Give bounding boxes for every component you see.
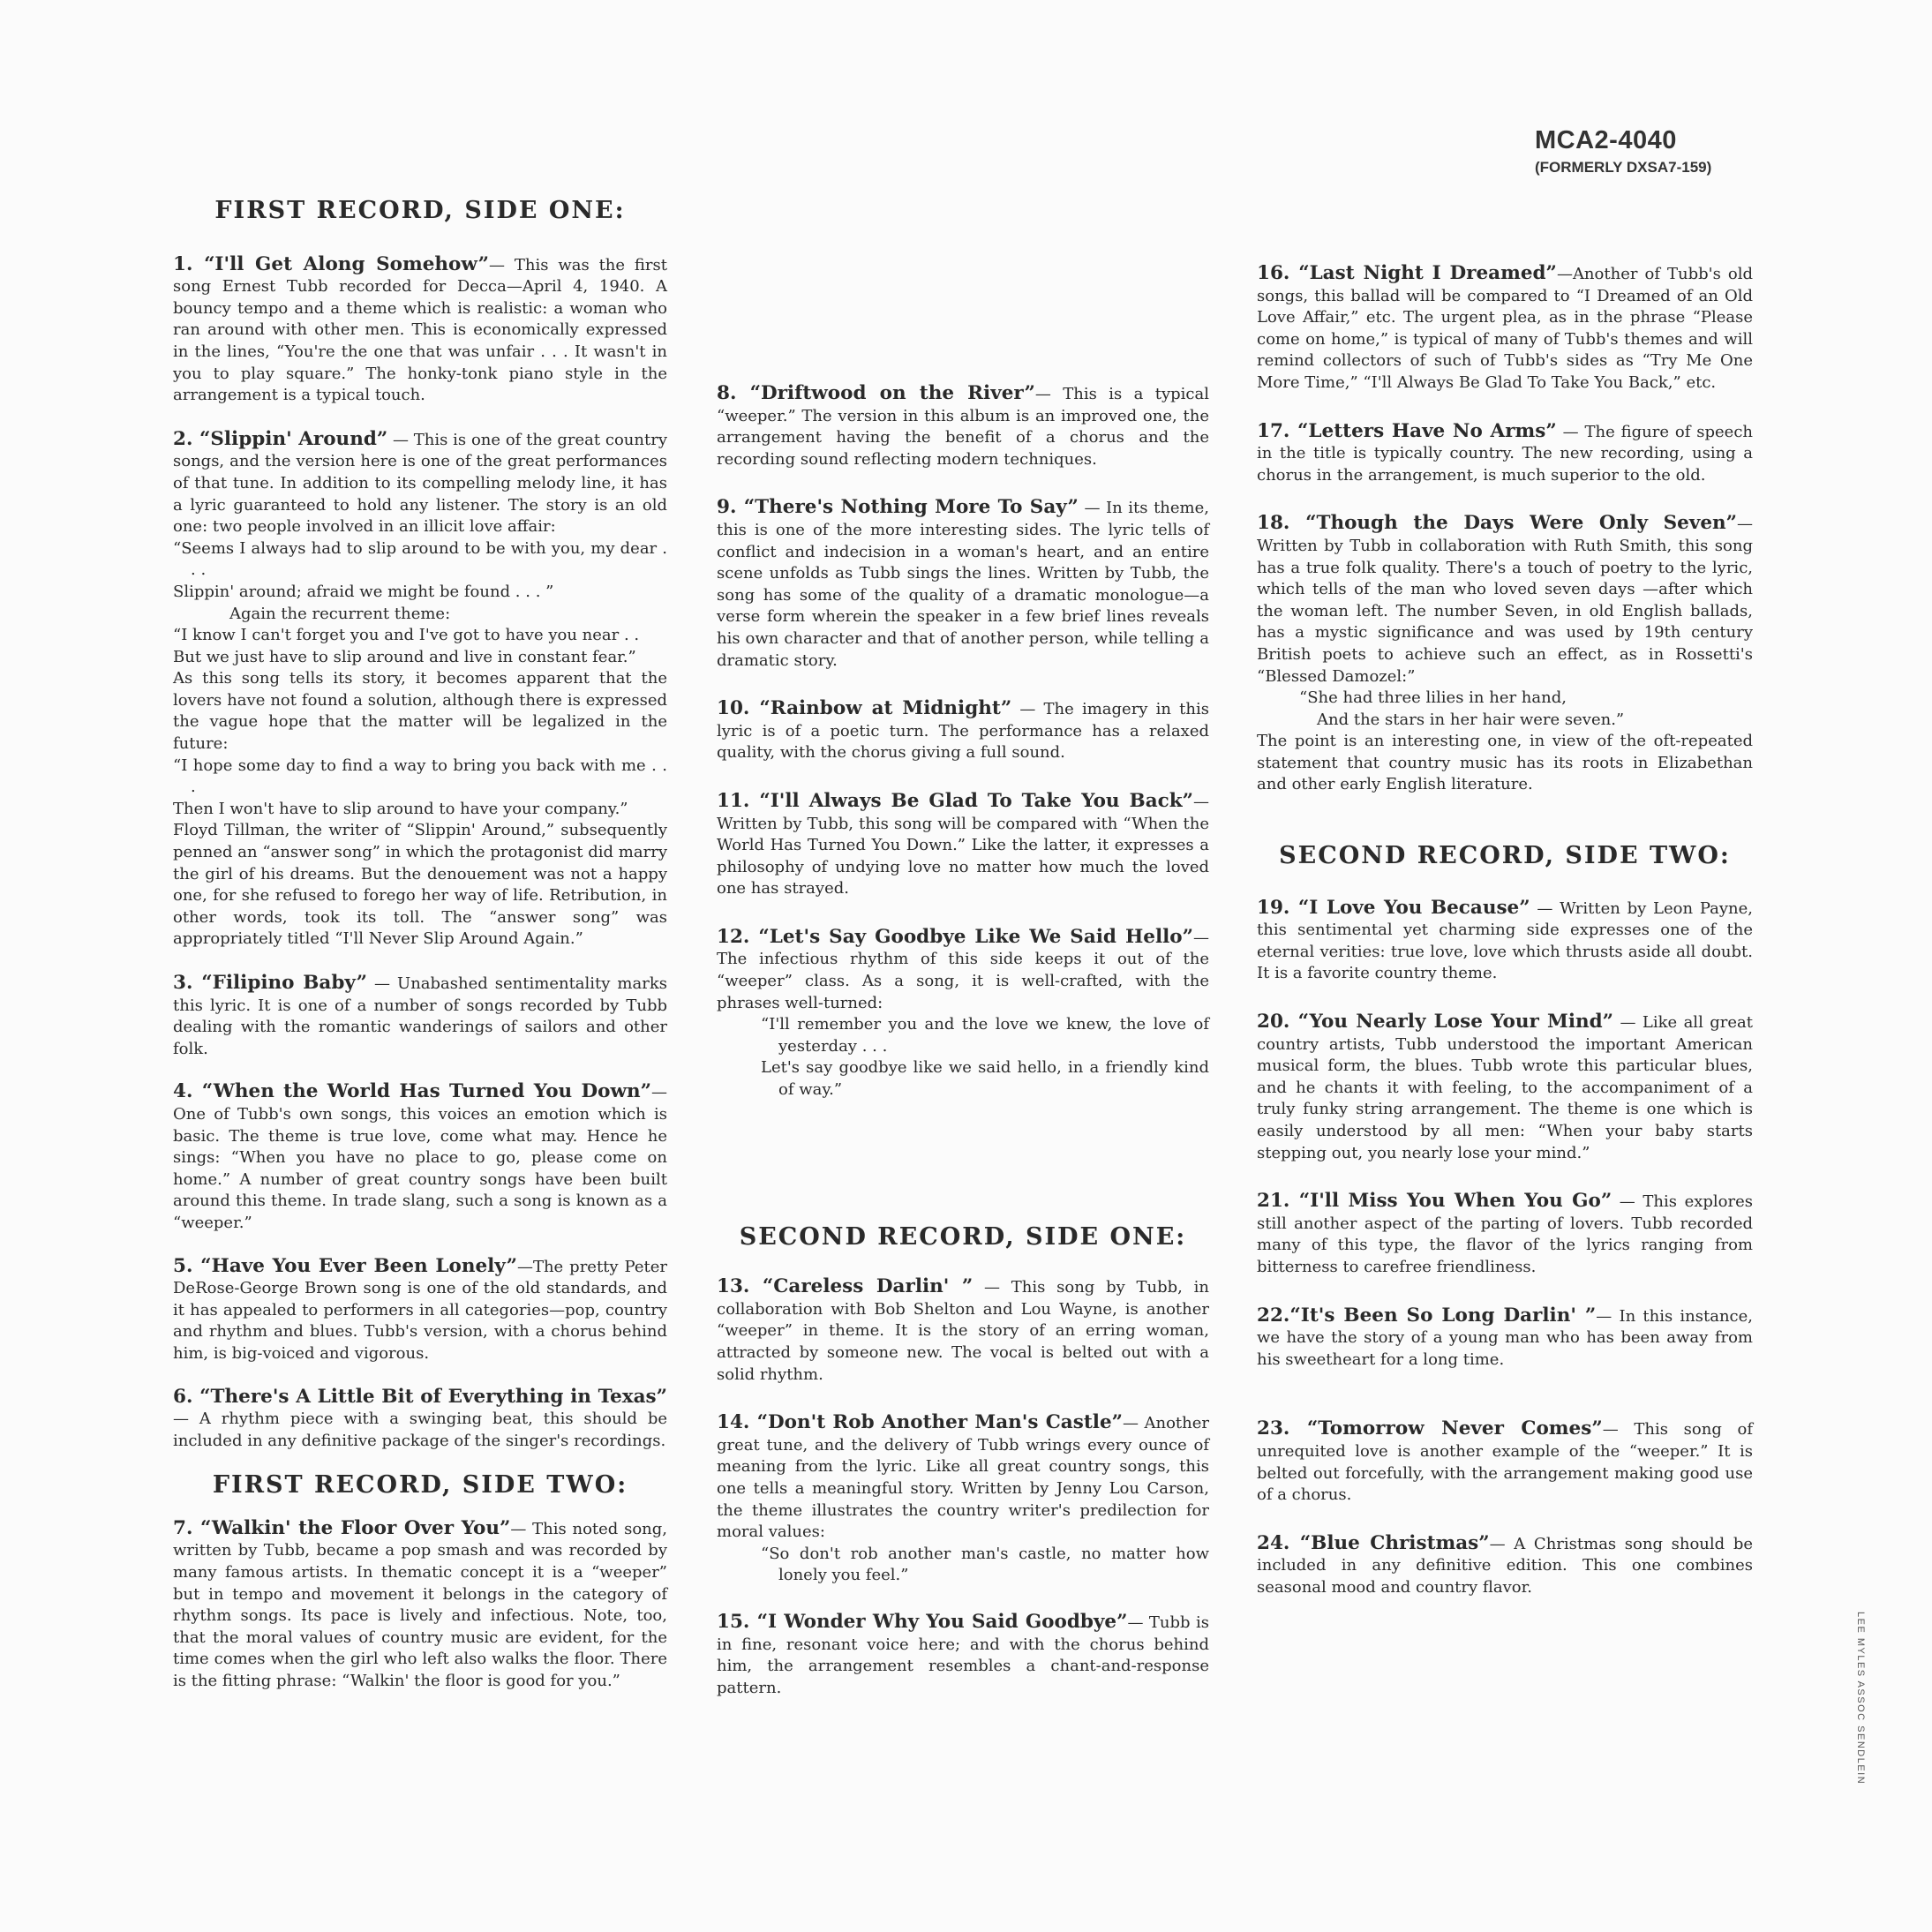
track-12-title: 12. “Let's Say Goodbye Like We Said Hello” [717, 925, 1193, 948]
track-15-title: 15. “I Wonder Why You Said Goodbye” [717, 1610, 1128, 1633]
track-12 [717, 927, 1209, 1101]
track-17-body: — The figure of speech in the title is typically country. The new recording, using a chorus in the arrangement, is much superior to the old. [1257, 422, 1753, 485]
track-17 [1257, 421, 1753, 487]
track-19-body: — Written by Leon Payne, this sentimental yet charming side expresses one of the eternal verities: true love, love which thrusts aside all doubt. It is a favorite country theme. [1257, 898, 1753, 983]
track-1 [173, 254, 667, 407]
track-5-body: —The pretty Peter DeRose-George Brown song is one of the old standards, and it has appealed to performers in all categories—pop, country and rhythm and blues. Tubb's version, with a chorus behind him, is big-voiced and vigorous. [173, 1257, 667, 1363]
track-18-body: —Written by Tubb in collaboration with Ruth Smith, this song has a true folk quality. There's a touch of poetry to the lyric, which tells of the man who loved seven days —after which the woman left. The number Seven, in old English ballads, has a mystic significance and was used by 19th century British poets to achieve such an effect, as in Rossetti's “Blessed Damozel:” [1257, 515, 1753, 686]
track-7-continuation-space [717, 199, 1209, 383]
track-22-title: 22.“It's Been So Long Darlin' ” [1257, 1304, 1597, 1327]
track-1-body: — This was the first song Ernest Tubb recorded for Decca—April 4, 1940. A bouncy tempo and a theme which is realistic: a woman who ran around with other men. This is economically expressed in the lines, “You're the one that was unfair . . . It wasn't in you to play square.” The honky-tonk piano style in the arrangement is a typical touch. [173, 255, 667, 405]
track-7-body: — This noted song, written by Tubb, became a pop smash and was recorded by many famous artists. In thematic concept it is a “weeper” but in tempo and movement it belongs in the category of rhythm songs. Its pace is lively and infectious. Note, too, that the moral values of country music are evident, for the time comes when the girl who left also walks the floor. There is the fitting phrase: “Walkin' the floor is good for you.” [173, 1519, 667, 1691]
track-2-lyric-2: Slippin' around; afraid we might be found . . . ” [173, 582, 554, 601]
track-20 [1257, 1011, 1753, 1164]
track-5-title: 5. “Have You Ever Been Lonely” [173, 1254, 517, 1277]
track-6 [173, 1387, 667, 1453]
track-1-title: 1. “I'll Get Along Somehow” [173, 252, 490, 275]
track-5 [173, 1256, 667, 1365]
track-12-lyric-2: Let's say goodbye like we said hello, in a friendly kind of way.” [761, 1058, 1209, 1100]
track-12-lyric-1: “I'll remember you and the love we knew, the love of yesterday . . . [761, 1015, 1209, 1056]
track-8b-body: — This is a typical “weeper.” The version in this album is an improved one, the arrangement having the benefit of a chorus and the recording sound reflecting modern techniques. [717, 385, 1209, 469]
track-15-continuation-space [1257, 199, 1753, 244]
track-2-para-2: As this song tells its story, it becomes apparent that the lovers have not found a solution, although there is expressed the vague hope that the matter will be legalized in the future: [173, 669, 667, 754]
track-7-title: 7. “Walkin' the Floor Over You” [173, 1516, 511, 1539]
track-12-body: — The infectious rhythm of this side keeps it out of the “weeper” class. As a song, it is well-crafted, with the phrases well-turned: [717, 928, 1209, 1012]
track-2-lyric-5: “I hope some day to find a way to bring you back with me . . . [173, 756, 667, 797]
track-21 [1257, 1191, 1753, 1278]
track-8b [717, 383, 1209, 470]
former-catalog-number: (FORMERLY DXSA7-159) [1535, 159, 1712, 176]
track-22-body: — In this instance, we have the story of a young man who has been away from his sweetheart for a long time. [1257, 1306, 1754, 1369]
credit-line: LEE MYLES ASSOC SENDLEIN [1855, 1612, 1866, 1785]
track-6-body: — A rhythm piece with a swinging beat, this should be included in any definitive package of the singer's recordings. [173, 1410, 667, 1450]
track-13-body: — This song by Tubb, in collaboration with Bob Shelton and Lou Wayne, is another “weeper” in theme. It is the story of an erring woman, attracted by someone new. The vocal is belted out with a solid rhythm. [717, 1278, 1209, 1384]
track-21-title: 21. “I'll Miss You When You Go” [1257, 1190, 1613, 1213]
track-18-lyric-2: And the stars in her hair were seven.” [1317, 710, 1625, 729]
track-2-para-3: Floyd Tillman, the writer of “Slippin' Around,” subsequently penned an “answer song” in which the protagonist did marry the girl of his dreams. But the denouement was not a happy one, for she refused to forego her way of life. Retribution, in other words, took its toll. The “answer song” was appropriately titled “I'll Never Slip Around Again.” [173, 821, 667, 949]
track-11-body: — Written by Tubb, this song will be compared with “When the World Has Turned You Down.” Like the latter, it expresses a philosophy of undying love no matter how much the loved one has strayed. [717, 792, 1209, 898]
track-19 [1257, 898, 1753, 985]
track-20-body: — Like all great country artists, Tubb understood the important American musical form, the blues. Tubb wrote this particular blues, and he chants it with feeling, to the accompaniment of a truly funky string arrangement. The theme is one which is easily understood by all men: “When your baby starts stepping out, you nearly lose your mind.” [1257, 1013, 1753, 1162]
track-24 [1257, 1533, 1753, 1599]
track-24-body: — A Christmas song should be included in any definitive edition. This one combines seasonal mood and country flavor. [1257, 1534, 1753, 1597]
track-10 [717, 698, 1209, 764]
track-15-body: — Tubb is in fine, resonant voice here; and with the chorus behind him, the arrangement resembles a chant-and-response pattern. [717, 1613, 1209, 1697]
track-9-body: — In its theme, this is one of the more interesting sides. The lyric tells of conflict and indecision in a woman's heart, and an entire scene unfolds as Tubb sings the lines. Written by Tubb, the song has some of the quality of a dramatic monologue—a verse form wherein the speaker in a few brief lines reveals his own character and that of another person, while telling a dramatic story. [717, 499, 1209, 670]
track-13 [717, 1276, 1209, 1386]
column-1 [173, 199, 667, 1693]
heading-second-record-side-two: SECOND RECORD, SIDE TWO: [1279, 842, 1731, 870]
catalog-number: MCA2-4040 [1535, 126, 1677, 154]
column-3 [1257, 199, 1753, 1599]
track-22 [1257, 1305, 1753, 1372]
track-2-lyric-3: “I know I can't forget you and I've got to have you near . . [173, 626, 640, 645]
track-9-title: 9. “There's Nothing More To Say” [717, 496, 1079, 519]
track-6-title: 6. “There's A Little Bit of Everything in Texas” [173, 1385, 667, 1408]
track-3 [173, 973, 667, 1060]
track-14-lyric-1: “So don't rob another man's castle, no matter how lonely you feel.” [761, 1544, 1209, 1585]
track-17-title: 17. “Letters Have No Arms” [1257, 419, 1557, 442]
track-18-title: 18. “Though the Days Were Only Seven” [1257, 512, 1737, 535]
track-8b-title: 8. “Driftwood on the River” [717, 382, 1035, 404]
track-16-body: —Another of Tubb's old songs, this ballad will be compared to “I Dreamed of an Old Love Affair,” etc. The urgent plea, as in the phrase “Please come on home,” is typical of many of Tubb's themes and will remind collectors of such of Tubb's sides as “Try Me One More Time,” “I'll Always Be Glad To Take You Back,” etc. [1257, 265, 1753, 392]
track-16-title: 16. “Last Night I Dreamed” [1257, 262, 1557, 284]
track-9 [717, 497, 1209, 672]
column-2-top [717, 199, 1209, 1699]
track-14-title: 14. “Don't Rob Another Man's Castle” [717, 1411, 1123, 1434]
track-23-body: — This song of unrequited love is another example of the “weeper.” It is belted out forcefully, with the arrangement making good use of a chorus. [1257, 1420, 1754, 1505]
track-23-title: 23. “Tomorrow Never Comes” [1257, 1417, 1603, 1440]
track-15 [717, 1612, 1209, 1699]
track-2-lyric-6: Then I won't have to slip around to have your company.” [173, 799, 628, 818]
heading-second-record-side-one: SECOND RECORD, SIDE ONE: [739, 1222, 1187, 1251]
track-23 [1257, 1418, 1753, 1506]
track-2-title: 2. “Slippin' Around” [173, 427, 388, 450]
track-10-body: — The imagery in this lyric is of a poetic turn. The performance has a relaxed quality, with the chorus giving a full sound. [717, 700, 1209, 763]
track-2-lyric-4: But we just have to slip around and live in constant fear.” [173, 647, 636, 666]
track-4-body: —One of Tubb's own songs, this voices an emotion which is basic. The theme is true love, come what may. Hence he sings: “When you have no place to go, please come on home.” A number of great country songs have been built around this theme. In trade slang, such a song is known as a “weeper.” [173, 1083, 667, 1232]
track-21-body: — This explores still another aspect of the parting of lovers. Tubb recorded many of this type, the flavor of the lyrics ranging from bitterness to carefree friendliness. [1257, 1192, 1754, 1276]
track-4 [173, 1081, 667, 1234]
track-18-lyric-1: “She had three lilies in her hand, [1299, 688, 1567, 708]
track-14 [717, 1412, 1209, 1587]
track-11-title: 11. “I'll Always Be Glad To Take You Back” [717, 789, 1193, 812]
track-19-title: 19. “I Love You Because” [1257, 896, 1530, 919]
track-2-note-1: Again the recurrent theme: [229, 604, 451, 623]
heading-first-record-side-one: FIRST RECORD, SIDE ONE: [214, 197, 626, 224]
track-18-para-2: The point is an interesting one, in view of the oft-repeated statement that country music has its roots in Elizabethan and other early English literature. [1257, 732, 1753, 794]
heading-first-record-side-two: FIRST RECORD, SIDE TWO: [212, 1471, 628, 1500]
track-24-title: 24. “Blue Christmas” [1257, 1531, 1490, 1554]
track-7 [173, 1518, 667, 1693]
track-20-title: 20. “You Nearly Lose Your Mind” [1257, 1011, 1614, 1034]
track-14-body: — Another great tune, and the delivery of Tubb wrings every ounce of meaning from the lyric. Like all great country songs, this one tells a meaningful story. Written by Jenny Lou Carson, the theme illustrates the country writer's predilection for moral values: [717, 1414, 1209, 1542]
track-3-title: 3. “Filipino Baby” [173, 972, 368, 994]
track-18 [1257, 513, 1753, 796]
catalog-block [1535, 126, 1711, 177]
track-2-body: — This is one of the great country songs, and the version here is one of the great performances of that tune. In addition to its compelling melody line, it has a lyric guaranteed to hold any listener. The story is an old one: two people involved in an illicit love affair: [173, 430, 667, 537]
track-4-title: 4. “When the World Has Turned You Down” [173, 1080, 651, 1103]
track-2 [173, 429, 667, 951]
track-16 [1257, 263, 1753, 395]
track-2-lyric-1: “Seems I always had to slip around to be with you, my dear . . . [173, 538, 667, 580]
track-10-title: 10. “Rainbow at Midnight” [717, 697, 1012, 720]
track-11 [717, 791, 1209, 900]
track-3-body: — Unabashed sentimentality marks this lyric. It is one of a number of songs recorded by Tubb dealing with the romantic wanderings of sailors and other folk. [173, 974, 667, 1058]
track-13-title: 13. “Careless Darlin' ” [717, 1275, 974, 1298]
